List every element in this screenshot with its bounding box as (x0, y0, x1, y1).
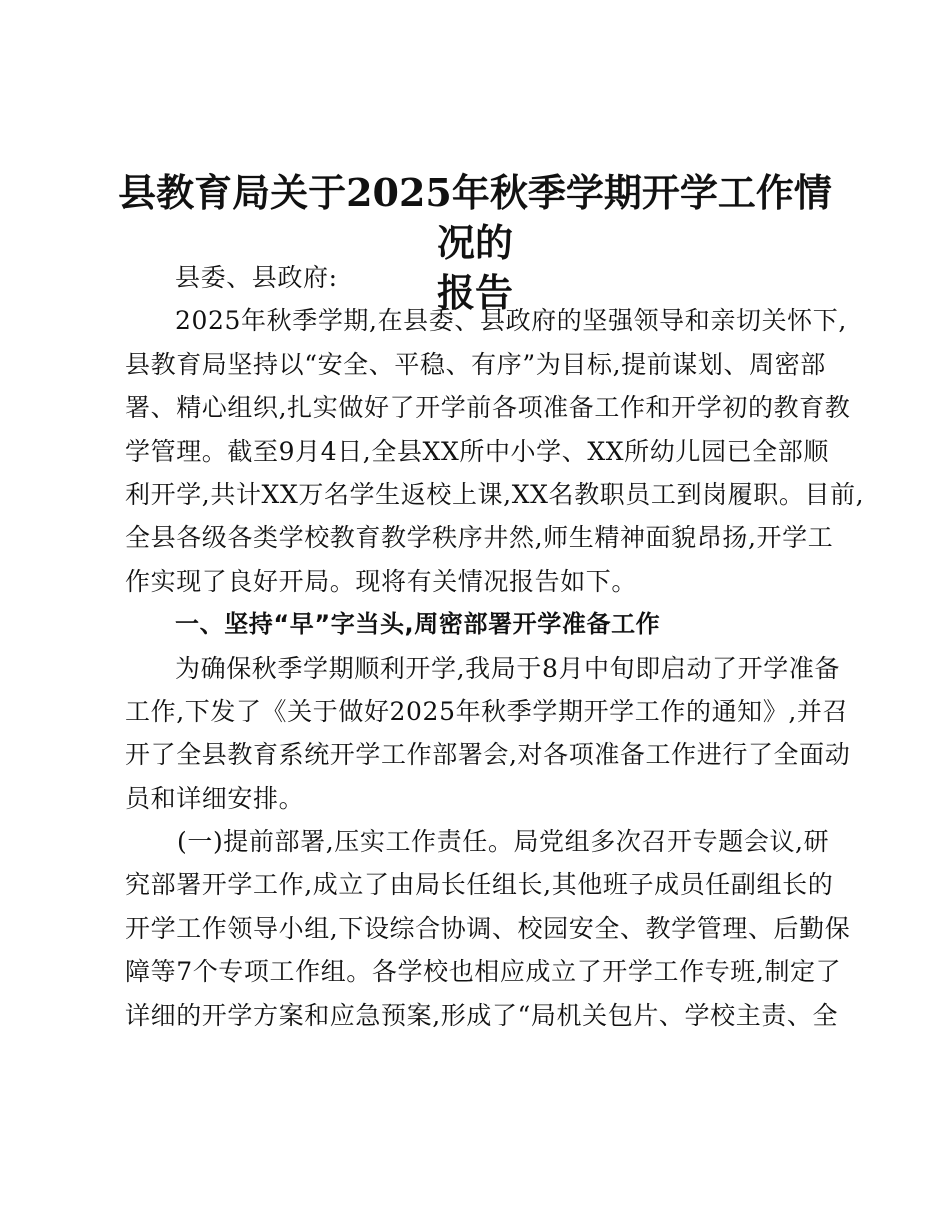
title-line-1: 县教育局关于2025年秋季学期开学工作情况的 (118, 170, 832, 265)
paragraph-line: 县教育局坚持以“安全、平稳、有序”为目标,提前谋划、周密部 (125, 349, 826, 379)
paragraph-line: 学管理。截至9月4日,全县XX所中小学、XX所幼儿园已全部顺 (125, 436, 829, 466)
paragraph-line: 为确保秋季学期顺利开学,我局于8月中旬即启动了开学准备 (175, 653, 841, 683)
paragraph-line: 2025年秋季学期,在县委、县政府的坚强领导和亲切关怀下, (175, 306, 847, 336)
paragraph-line: 开了全县教育系统开学工作部署会,对各项准备工作进行了全面动 (125, 740, 851, 770)
section-heading: 一、坚持“早”字当头,周密部署开学准备工作 (175, 610, 661, 639)
document-body (125, 256, 865, 1037)
paragraph-line: 障等7个专项工作组。各学校也相应成立了开学工作专班,制定了 (125, 957, 842, 987)
paragraph-line: 工作,下发了《关于做好2025年秋季学期开学工作的通知》,并召 (125, 696, 849, 726)
subsection-line: (一)提前部署,压实工作责任。局党组多次召开专题会议,研 (177, 827, 830, 857)
paragraph-line: 署、精心组织,扎实做好了开学前各项准备工作和开学初的教育教 (125, 393, 851, 423)
paragraph-line: 作实现了良好开局。现将有关情况报告如下。 (125, 566, 638, 596)
paragraph-line: 详细的开学方案和应急预案,形成了“局机关包片、学校主责、全 (125, 1000, 839, 1030)
paragraph-line: 开学工作领导小组,下设综合协调、校园安全、教学管理、后勤保 (125, 913, 851, 943)
paragraph-line: 究部署开学工作,成立了由局长任组长,其他班子成员任副组长的 (125, 870, 834, 900)
paragraph-line: 员和详细安排。 (125, 783, 305, 813)
salutation: 县委、县政府: (175, 263, 338, 292)
paragraph-line: 利开学,共计XX万名学生返校上课,XX名教职员工到岗履职。目前, (125, 479, 865, 509)
title-line-2: 报告 (436, 270, 513, 315)
paragraph-line: 全县各级各类学校教育教学秩序井然,师生精神面貌昂扬,开学工 (125, 523, 834, 553)
